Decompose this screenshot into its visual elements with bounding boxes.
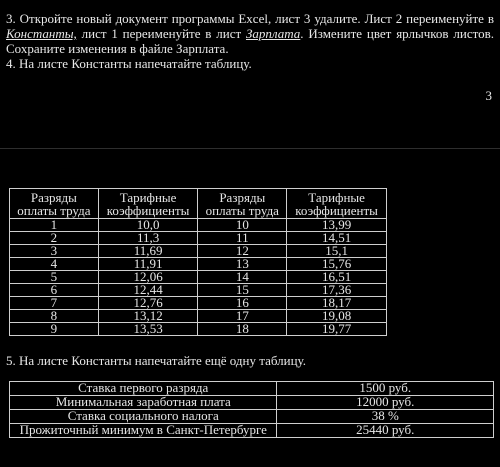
task-text	[6, 11, 494, 71]
constant-value: 12000 руб.	[277, 396, 494, 410]
table-cell: 16,51	[287, 271, 387, 284]
table-cell: 17,36	[287, 284, 387, 297]
table-cell: 3	[10, 245, 99, 258]
constant-label: Прожиточный минимум в Санкт-Петербурге	[10, 424, 277, 438]
table-cell: 11	[198, 232, 287, 245]
constant-label: Ставка социального налога	[10, 410, 277, 424]
header-grade-1: Разряды оплаты труда	[10, 189, 99, 219]
table-cell: 15	[198, 284, 287, 297]
table-cell: 18	[198, 323, 287, 336]
constant-value: 25440 руб.	[277, 424, 494, 438]
table-cell: 11,91	[98, 258, 198, 271]
table-row	[10, 424, 494, 438]
table-cell: 17	[198, 310, 287, 323]
table-cell: 4	[10, 258, 99, 271]
constant-label: Минимальная заработная плата	[10, 396, 277, 410]
constant-label: Ставка первого разряда	[10, 382, 277, 396]
task-item-3: 3. Откройте новый документ программы Excel, лист 3 удалите. Лист 2 переименуйте в Константы, лист 1 переименуйте в лист Зарплата. Измените цвет ярлычков листов. Сохраните изменения в файле Зарплата.	[6, 11, 494, 56]
table-cell: 16	[198, 297, 287, 310]
table-cell: 14,51	[287, 232, 387, 245]
header-coef-2: Тарифные коэффициенты	[287, 189, 387, 219]
table-cell: 14	[198, 271, 287, 284]
sheet-name-constants: Константы,	[6, 26, 77, 41]
table-cell: 15,1	[287, 245, 387, 258]
table-cell: 19,77	[287, 323, 387, 336]
table-cell: 12	[198, 245, 287, 258]
table-cell: 11,3	[98, 232, 198, 245]
constant-value: 1500 руб.	[277, 382, 494, 396]
table-cell: 8	[10, 310, 99, 323]
table-cell: 12,06	[98, 271, 198, 284]
header-coef-1: Тарифные коэффициенты	[98, 189, 198, 219]
table-cell: 10,0	[98, 219, 198, 232]
table-row	[10, 323, 387, 336]
table-cell: 12,44	[98, 284, 198, 297]
table-cell: 5	[10, 271, 99, 284]
table-cell: 15,76	[287, 258, 387, 271]
constant-value: 38 %	[277, 410, 494, 424]
table-cell: 1	[10, 219, 99, 232]
table-cell: 13,12	[98, 310, 198, 323]
tariff-table-header-row	[10, 189, 387, 219]
task-item-5: 5. На листе Константы напечатайте ещё одну таблицу.	[6, 353, 307, 368]
tariff-table-body	[10, 219, 387, 336]
table-cell: 10	[198, 219, 287, 232]
sheet-name-salary: Зарплата	[245, 26, 301, 41]
table-cell: 13,99	[287, 219, 387, 232]
table-cell: 13	[198, 258, 287, 271]
task-item-4: 4. На листе Константы напечатайте таблицу.	[6, 56, 252, 71]
constants-table-body	[10, 382, 494, 438]
table-cell: 6	[10, 284, 99, 297]
header-grade-2: Разряды оплаты труда	[198, 189, 287, 219]
table-cell: 9	[10, 323, 99, 336]
page-number: 3	[485, 88, 492, 103]
constants-table	[9, 381, 494, 438]
table-cell: 11,69	[98, 245, 198, 258]
table-cell: 2	[10, 232, 99, 245]
table-cell: 12,76	[98, 297, 198, 310]
table-cell: 13,53	[98, 323, 198, 336]
table-cell: 7	[10, 297, 99, 310]
table-cell: 18,17	[287, 297, 387, 310]
tariff-table	[9, 188, 387, 336]
table-cell: 19,08	[287, 310, 387, 323]
page-separator	[0, 148, 500, 149]
